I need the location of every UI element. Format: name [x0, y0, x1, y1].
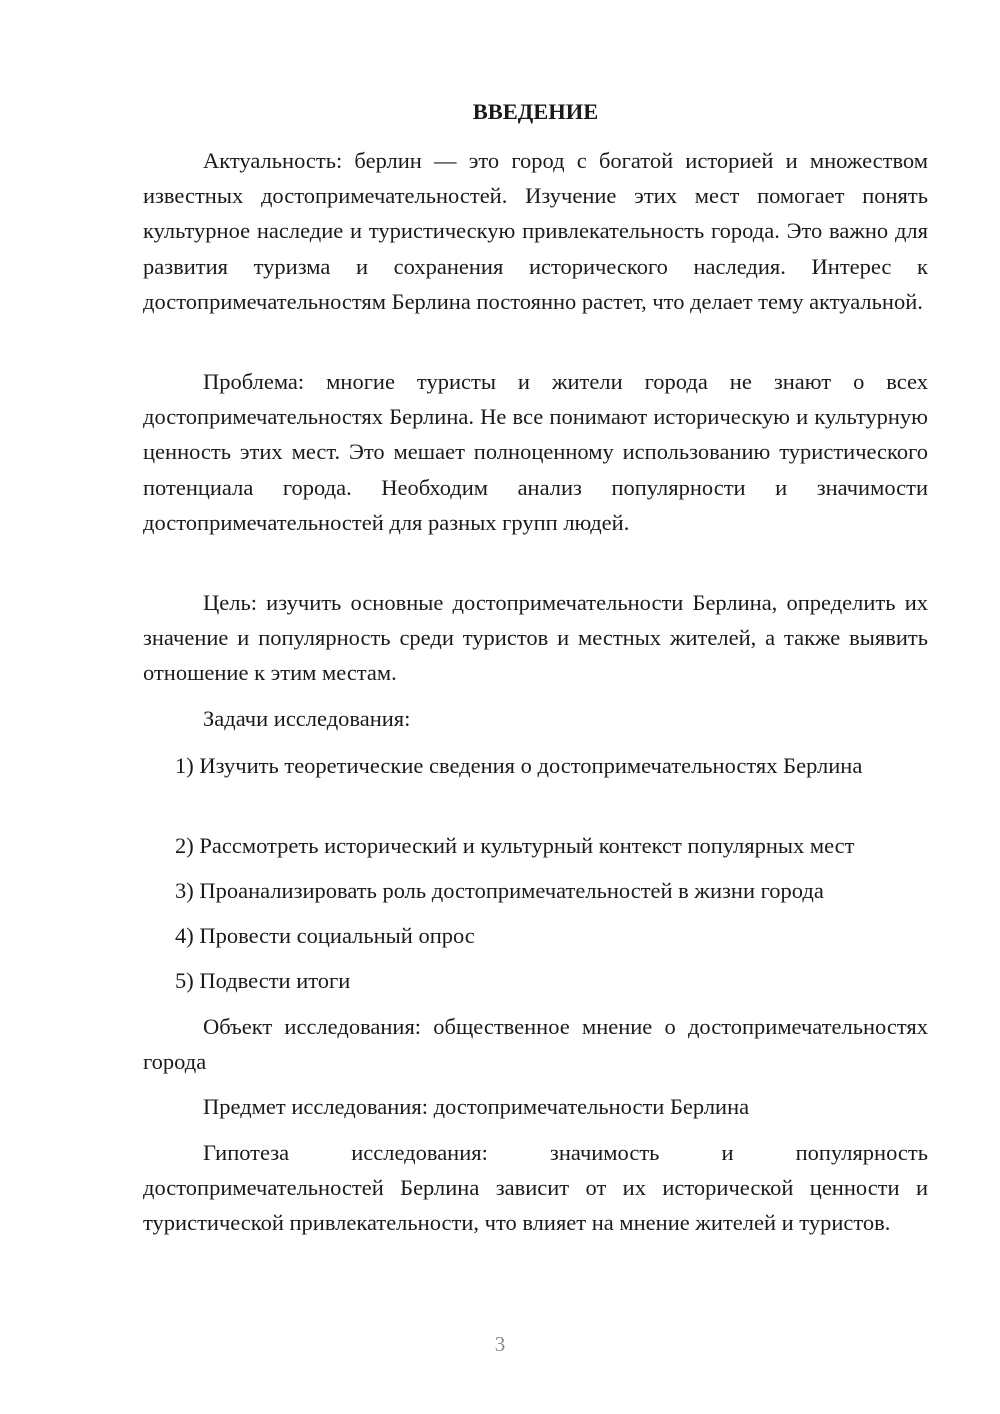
task-item-3: 3) Проанализировать роль достопримечательностей в жизни города: [175, 878, 824, 903]
object-paragraph: Объект исследования: общественное мнение о достопримечательностях города: [143, 1014, 928, 1075]
task-item-4: 4) Провести социальный опрос: [175, 923, 475, 948]
task-item-2: 2) Рассмотреть исторический и культурный контекст популярных мест: [175, 833, 855, 858]
tasks-heading: Задачи исследования:: [203, 706, 411, 731]
section-heading: ВВЕДЕНИЕ: [472, 99, 599, 124]
relevance-paragraph: Актуальность: берлин — это город с богатой историей и множеством известных достопримечательностей. Изучение этих мест помогает понять культурное наследие и туристическую привлекательность города. Это важно для развития туризма и сохранения исторического наследия. Интерес к достопримечательностям Берлина постоянно растет, что делает тему актуальной.: [143, 148, 928, 314]
task-item-5: 5) Подвести итоги: [175, 968, 351, 993]
task-item-1: 1) Изучить теоретические сведения о достопримечательностях Берлина: [175, 753, 863, 778]
goal-paragraph: Цель: изучить основные достопримечательности Берлина, определить их значение и популярность среди туристов и местных жителей, а также выявить отношение к этим местам.: [143, 590, 928, 686]
hypothesis-paragraph: Гипотеза исследования: значимость и популярность достопримечательностей Берлина зависит от их исторической ценности и туристической привлекательности, что влияет на мнение жителей и туристов.: [143, 1140, 928, 1236]
page-number: 3: [494, 1332, 506, 1356]
subject-paragraph: Предмет исследования: достопримечательности Берлина: [203, 1094, 750, 1119]
problem-paragraph: Проблема: многие туристы и жители города не знают о всех достопримечательностях Берлина. Не все понимают историческую и культурную ценность этих мест. Это мешает полноценному использованию туристического потенциала города. Необходим анализ популярности и значимости достопримечательностей для разных групп людей.: [143, 369, 928, 535]
